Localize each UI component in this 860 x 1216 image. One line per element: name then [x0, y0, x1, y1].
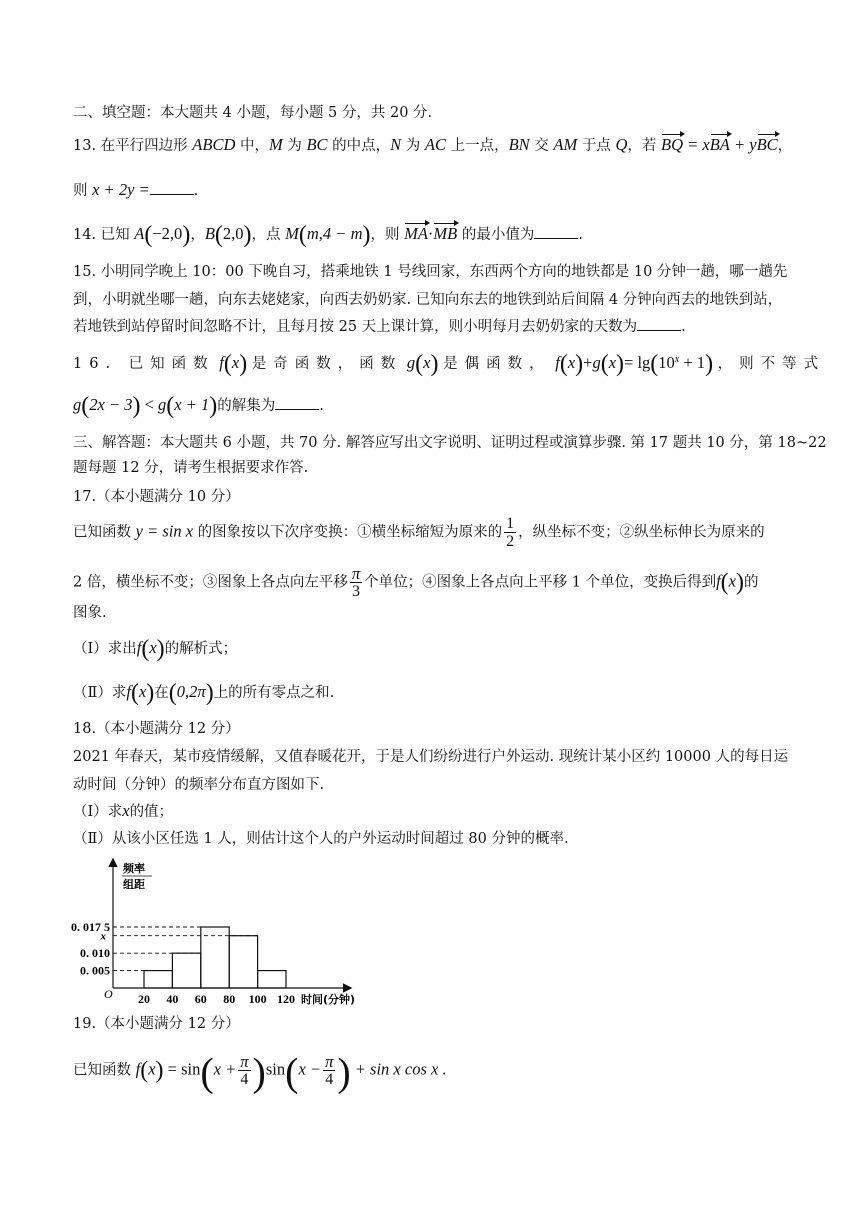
- section-3-line-1: 三、解答题：本大题共 6 小题，共 70 分. 解答应写出文字说明、证明过程或演算步骤. 第 17 题共 10 分，第 18~22: [73, 435, 827, 451]
- origin-label: O: [104, 987, 113, 1001]
- frequency-histogram: [60, 852, 380, 1008]
- x-tick-label: 100: [248, 992, 267, 1006]
- x-tick-label: 80: [223, 992, 236, 1006]
- question-18-part-2: （Ⅱ）从该小区任选 1 人，则估计这个人的户外运动时间超过 80 分钟的概率.: [73, 831, 569, 847]
- answer-blank: [150, 180, 194, 195]
- histogram-bar: [144, 971, 172, 988]
- x-axis-label: 时间(分钟): [301, 993, 356, 1006]
- question-17-part-2: （Ⅱ）求f(x)在(0,2π)上的所有零点之和.: [73, 680, 335, 706]
- section-3-line-2: 题每题 12 分，请考生根据要求作答.: [73, 460, 309, 476]
- vector-bq: BQ: [660, 135, 683, 154]
- question-14: 14. 已知 A(−2,0)，B(2,0)，点 M(m,4 − m)，则 MA·MB 的最小值为 .: [73, 222, 583, 248]
- fraction-pi-over-4: $\frac{\pi}{4}$: [240, 1052, 249, 1088]
- fraction-pi-over-3: $\frac{\pi}{3}$: [351, 564, 361, 600]
- question-13-line-1: 13. 在平行四边形 ABCD 中，M 为 BC 的中点，N 为 AC 上一点，BN 交 AM 于点 Q，若 BQ = xBA + yBC，: [73, 135, 793, 154]
- x-tick-label: 20: [138, 992, 150, 1006]
- y-tick-label: 0. 005: [80, 963, 110, 978]
- question-18-part-1: （Ⅰ）求x的值；: [73, 801, 174, 820]
- answer-blank: [534, 224, 578, 239]
- question-17-title: 17.（本小题满分 10 分）: [73, 489, 240, 505]
- section-2-heading: 二、填空题：本大题共 4 小题，每小题 5 分，共 20 分.: [73, 105, 433, 121]
- question-15-line-1: 15. 小明同学晚上 10：00 下晚自习，搭乘地铁 1 号线回家，东西两个方向的地铁都是 10 分钟一趟，哪一趟先: [73, 264, 788, 280]
- question-15-line-2: 到，小明就坐哪一趟，向东去姥姥家，向西去奶奶家. 已知向东去的地铁到站后间隔 4 分钟向西去的地铁到站，: [73, 292, 783, 308]
- question-17-part-1: （Ⅰ）求出f(x)的解析式；: [73, 636, 238, 662]
- vector-ba: BA: [709, 135, 730, 154]
- question-16-line-2: g(2x − 3) < g(x + 1)的解集为 .: [73, 393, 324, 419]
- question-19-title: 19.（本小题满分 12 分）: [73, 1016, 240, 1032]
- question-17-line-2: 2 倍，横坐标不变；③图象上各点向左平移 $\frac{\pi}{3}$ 个单位；④图象上各点向上平移 1 个单位，变换后得到f(x)的: [73, 564, 759, 600]
- histogram-bar: [172, 953, 200, 988]
- y-tick-label: x: [100, 930, 106, 943]
- histogram-bar: [258, 971, 286, 988]
- y-axis-label-top: 频率: [123, 862, 145, 875]
- x-tick-label: 120: [277, 992, 295, 1006]
- fraction-pi-over-4: $\frac{\pi}{4}$: [325, 1052, 334, 1088]
- question-13-line-2: 则 x + 2y = .: [73, 180, 199, 199]
- answer-blank: [637, 316, 681, 331]
- y-tick-label: 0. 017 5: [71, 920, 110, 934]
- question-19-function: 已知函数 f(x) = sin(x + $\frac{\pi}{4}$ )sin(x − $\frac{\pi}{4}$ ) + sin x cos x .: [73, 1049, 447, 1095]
- question-16-line-1: 16. 已知函数 f(x) 是奇函数，函数 g(x) 是偶函数， $f(x)+g(x)= \lg(10^x + 1)$ ，则不等式: [73, 350, 826, 377]
- answer-blank: [275, 395, 319, 410]
- x-tick-label: 60: [194, 992, 207, 1006]
- y-tick-label: 0. 010: [80, 946, 110, 961]
- histogram-bar: [229, 936, 257, 988]
- fraction-one-half: $\frac{1}{2}$: [506, 515, 515, 550]
- question-18-title: 18.（本小题满分 12 分）: [73, 721, 240, 737]
- question-18-line-2: 动时间（分钟）的频率分布直方图如下.: [73, 777, 325, 793]
- question-15-line-3: 若地铁到站停留时间忽略不计，且每月按 25 天上课计算，则小明每月去奶奶家的天数为 .: [73, 316, 686, 337]
- y-axis-label-bottom: 组距: [123, 878, 145, 891]
- question-17-line-1: 已知函数 y = sin x 的图象按以下次序变换：①横坐标缩短为原来的 $\frac{1}{2}$ ，纵坐标不变；②纵坐标伸长为原来的: [73, 515, 765, 550]
- vector-mb: MB: [433, 224, 458, 243]
- vector-bc: BC: [756, 135, 778, 154]
- vector-ma: MA: [404, 224, 428, 243]
- x-tick-label: 40: [166, 992, 179, 1006]
- question-17-line-3: 图象.: [73, 605, 107, 621]
- question-18-line-1: 2021 年春天，某市疫情缓解，又值春暖花开，于是人们纷纷进行户外运动. 现统计某小区约 10000 人的每日运: [73, 749, 789, 765]
